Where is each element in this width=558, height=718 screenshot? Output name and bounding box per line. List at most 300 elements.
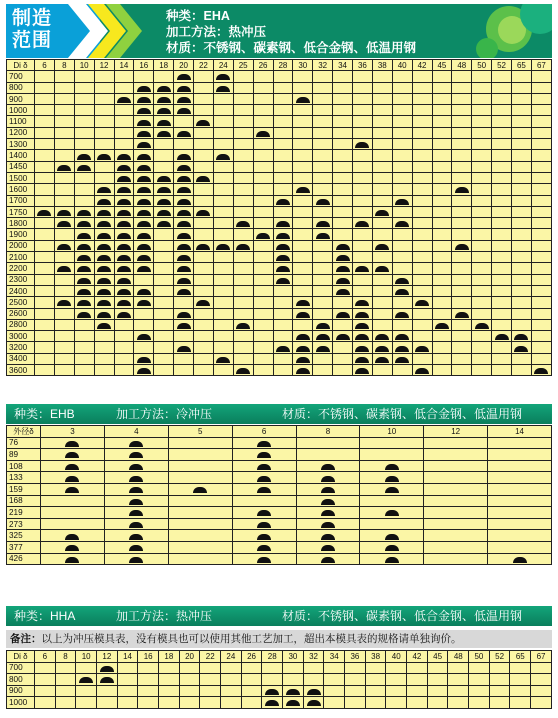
grid-cell (407, 662, 428, 674)
grid-cell (134, 342, 154, 353)
grid-cell (313, 252, 333, 263)
grid-cell (531, 218, 551, 229)
grid-cell (452, 319, 472, 330)
grid-cell (472, 105, 492, 116)
grid-cell (452, 139, 472, 150)
grid-cell (452, 172, 472, 183)
grid-cell (452, 308, 472, 319)
grid-cell (333, 105, 353, 116)
grid-cell (392, 353, 412, 364)
grid-cell (94, 93, 114, 104)
grid-cell (512, 353, 532, 364)
grid-cell (452, 195, 472, 206)
die-available-icon (286, 700, 300, 706)
grid-cell (492, 161, 512, 172)
grid-cell (54, 218, 74, 229)
grid-cell (241, 685, 262, 697)
grid-cell (303, 674, 324, 686)
grid-cell (168, 449, 232, 461)
grid-cell (74, 139, 94, 150)
grid-cell (531, 161, 551, 172)
thickness-header: 24 (221, 651, 242, 663)
grid-cell (293, 365, 313, 376)
grid-cell (168, 472, 232, 484)
row-label: 108 (7, 460, 41, 472)
die-available-icon (276, 221, 290, 227)
grid-cell (200, 685, 221, 697)
table-row (7, 365, 552, 376)
grid-cell (392, 127, 412, 138)
grid-cell (174, 331, 194, 342)
die-available-icon (57, 165, 71, 171)
grid-cell (233, 105, 253, 116)
thickness-header: 28 (273, 60, 293, 71)
grid-cell (372, 206, 392, 217)
grid-cell (353, 240, 373, 251)
grid-cell (213, 93, 233, 104)
die-available-icon (355, 368, 369, 374)
grid-cell (174, 184, 194, 195)
thickness-header: 42 (407, 651, 428, 663)
grid-cell (492, 71, 512, 82)
grid-cell (253, 105, 273, 116)
grid-cell (360, 530, 424, 542)
grid-cell (174, 263, 194, 274)
grid-cell (392, 308, 412, 319)
die-available-icon (129, 441, 143, 447)
grid-cell (154, 229, 174, 240)
grid-cell (94, 105, 114, 116)
die-available-icon (65, 441, 79, 447)
grid-cell (114, 252, 134, 263)
grid-cell (41, 460, 105, 472)
die-available-icon (321, 476, 335, 482)
die-available-icon (117, 176, 131, 182)
grid-cell (114, 150, 134, 161)
grid-cell (76, 685, 97, 697)
grid-cell (213, 331, 233, 342)
table-row (7, 674, 552, 686)
grid-cell (432, 184, 452, 195)
grid-cell (154, 71, 174, 82)
thickness-header: 38 (372, 60, 392, 71)
die-available-icon (65, 476, 79, 482)
grid-cell (353, 274, 373, 285)
grid-cell (313, 139, 333, 150)
grid-cell (114, 127, 134, 138)
grid-cell (273, 206, 293, 217)
die-available-icon (316, 323, 330, 329)
grid-cell (253, 353, 273, 364)
grid-cell (35, 240, 55, 251)
die-available-icon (97, 187, 111, 193)
grid-cell (54, 150, 74, 161)
table-row (7, 353, 552, 364)
grid-cell (41, 483, 105, 495)
grid-cell (174, 71, 194, 82)
grid-cell (412, 319, 432, 330)
grid-cell (512, 319, 532, 330)
die-available-icon (336, 255, 350, 261)
grid-cell (194, 195, 214, 206)
grid-cell (492, 218, 512, 229)
grid-cell (134, 116, 154, 127)
table-row (7, 127, 552, 138)
grid-cell (424, 507, 488, 519)
grid-cell (253, 285, 273, 296)
grid-cell (392, 240, 412, 251)
grid-cell (168, 495, 232, 507)
grid-cell (174, 319, 194, 330)
grid-cell (512, 342, 532, 353)
row-label: 3400 (7, 353, 35, 364)
grid-cell (233, 285, 253, 296)
grid-cell (432, 93, 452, 104)
grid-cell (54, 365, 74, 376)
grid-cell (469, 697, 490, 709)
die-available-icon (177, 289, 191, 295)
grid-cell (273, 252, 293, 263)
grid-cell (174, 172, 194, 183)
die-available-icon (77, 154, 91, 160)
grid-cell (333, 240, 353, 251)
grid-cell (492, 195, 512, 206)
grid-cell (293, 274, 313, 285)
grid-cell (194, 105, 214, 116)
grid-cell (313, 353, 333, 364)
grid-cell (253, 195, 273, 206)
grid-cell (392, 342, 412, 353)
grid-cell (74, 172, 94, 183)
row-label: 89 (7, 449, 41, 461)
grid-cell (213, 105, 233, 116)
grid-cell (35, 685, 56, 697)
grid-cell (333, 274, 353, 285)
thickness-header: 6 (232, 426, 296, 438)
grid-cell (74, 319, 94, 330)
grid-cell (512, 139, 532, 150)
die-available-icon (257, 441, 271, 447)
grid-cell (134, 184, 154, 195)
grid-cell (333, 218, 353, 229)
die-available-icon (129, 476, 143, 482)
grid-cell (531, 105, 551, 116)
grid-cell (273, 150, 293, 161)
grid-cell (412, 365, 432, 376)
grid-cell (412, 139, 432, 150)
grid-cell (213, 252, 233, 263)
grid-cell (233, 263, 253, 274)
grid-cell (114, 342, 134, 353)
grid-cell (154, 82, 174, 93)
grid-cell (353, 116, 373, 127)
grid-cell (313, 240, 333, 251)
grid-cell (134, 353, 154, 364)
grid-cell (194, 82, 214, 93)
table-row (7, 685, 552, 697)
grid-cell (432, 82, 452, 93)
grid-cell (492, 184, 512, 195)
grid-cell (365, 697, 386, 709)
grid-cell (333, 206, 353, 217)
grid-cell (35, 342, 55, 353)
grid-cell (134, 252, 154, 263)
grid-cell (407, 685, 428, 697)
grid-cell (74, 229, 94, 240)
grid-cell (74, 365, 94, 376)
grid-cell (392, 93, 412, 104)
grid-cell (114, 93, 134, 104)
die-available-icon (307, 700, 321, 706)
grid-cell (179, 674, 200, 686)
grid-cell (412, 218, 432, 229)
die-available-icon (316, 199, 330, 205)
grid-cell (194, 297, 214, 308)
grid-cell (333, 342, 353, 353)
die-available-icon (216, 357, 230, 363)
table-row (7, 507, 552, 519)
die-available-icon (336, 266, 350, 272)
grid-cell (432, 263, 452, 274)
die-available-icon (177, 278, 191, 284)
grid-cell (392, 172, 412, 183)
grid-cell (194, 285, 214, 296)
grid-cell (273, 116, 293, 127)
die-available-icon (256, 131, 270, 137)
grid-cell (154, 353, 174, 364)
grid-cell (432, 319, 452, 330)
grid-cell (296, 541, 360, 553)
grid-cell (293, 161, 313, 172)
grid-cell (233, 353, 253, 364)
grid-cell (313, 274, 333, 285)
grid-cell (488, 437, 552, 449)
grid-cell (303, 685, 324, 697)
grid-cell (492, 127, 512, 138)
grid-cell (174, 206, 194, 217)
grid-cell (531, 252, 551, 263)
grid-cell (372, 240, 392, 251)
table-row (7, 342, 552, 353)
die-available-icon (355, 300, 369, 306)
die-available-icon (77, 300, 91, 306)
grid-cell (512, 161, 532, 172)
die-available-icon (177, 255, 191, 261)
die-available-icon (455, 187, 469, 193)
grid-cell (472, 195, 492, 206)
row-label: 3200 (7, 342, 35, 353)
thickness-header: 12 (424, 426, 488, 438)
grid-cell (531, 150, 551, 161)
grid-cell (54, 82, 74, 93)
grid-cell (372, 161, 392, 172)
grid-cell (432, 365, 452, 376)
grid-cell (253, 252, 273, 263)
grid-cell (35, 195, 55, 206)
row-label: 900 (7, 93, 35, 104)
die-available-icon (77, 278, 91, 284)
die-available-icon (355, 323, 369, 329)
die-available-icon (316, 334, 330, 340)
grid-cell (54, 263, 74, 274)
grid-cell (512, 105, 532, 116)
grid-cell (293, 218, 313, 229)
grid-cell (353, 93, 373, 104)
hha-material-label: 材质：不锈钢、碳素钢、低合金钢、低温用钢 (282, 609, 523, 623)
die-available-icon (117, 221, 131, 227)
grid-cell (293, 116, 313, 127)
grid-cell (74, 240, 94, 251)
row-label: 1750 (7, 206, 35, 217)
grid-cell (194, 127, 214, 138)
grid-cell (512, 172, 532, 183)
header-banner (6, 4, 552, 58)
grid-cell (41, 541, 105, 553)
grid-cell (114, 285, 134, 296)
grid-cell (97, 697, 118, 709)
thickness-header: 10 (360, 426, 424, 438)
die-available-icon (257, 545, 271, 551)
grid-cell (174, 93, 194, 104)
grid-cell (412, 240, 432, 251)
grid-cell (35, 252, 55, 263)
grid-cell (94, 308, 114, 319)
grid-cell (333, 365, 353, 376)
thickness-header: 45 (427, 651, 448, 663)
grid-cell (114, 274, 134, 285)
grid-cell (232, 518, 296, 530)
grid-cell (333, 297, 353, 308)
die-available-icon (257, 557, 271, 563)
grid-cell (41, 553, 105, 565)
die-available-icon (137, 187, 151, 193)
thickness-header: 50 (472, 60, 492, 71)
grid-cell (35, 274, 55, 285)
grid-cell (94, 184, 114, 195)
grid-cell (232, 437, 296, 449)
grid-cell (293, 353, 313, 364)
grid-cell (74, 116, 94, 127)
row-label: 1500 (7, 172, 35, 183)
circle-decoration-icon (476, 38, 498, 58)
thickness-header: 26 (241, 651, 262, 663)
grid-cell (492, 365, 512, 376)
die-available-icon (57, 300, 71, 306)
grid-cell (360, 472, 424, 484)
grid-cell (432, 139, 452, 150)
thickness-header: 52 (492, 60, 512, 71)
thickness-header: 32 (303, 651, 324, 663)
grid-cell (134, 297, 154, 308)
grid-cell (333, 331, 353, 342)
grid-cell (392, 105, 412, 116)
grid-cell (54, 184, 74, 195)
grid-cell (54, 308, 74, 319)
grid-cell (512, 195, 532, 206)
grid-cell (35, 71, 55, 82)
thickness-header: 6 (35, 651, 56, 663)
grid-cell (233, 297, 253, 308)
grid-cell (472, 218, 492, 229)
grid-cell (253, 365, 273, 376)
die-available-icon (117, 165, 131, 171)
die-available-icon (65, 464, 79, 470)
die-available-icon (257, 464, 271, 470)
thickness-header: 32 (313, 60, 333, 71)
grid-cell (114, 297, 134, 308)
die-available-icon (57, 244, 71, 250)
grid-cell (432, 172, 452, 183)
ehb-info-bar (6, 404, 552, 424)
grid-cell (94, 71, 114, 82)
die-available-icon (97, 199, 111, 205)
grid-cell (293, 172, 313, 183)
die-available-icon (137, 300, 151, 306)
grid-cell (313, 365, 333, 376)
die-available-icon (137, 142, 151, 148)
grid-cell (35, 105, 55, 116)
row-label: 2600 (7, 308, 35, 319)
thickness-header: 18 (159, 651, 180, 663)
grid-cell (492, 297, 512, 308)
grid-cell (345, 662, 366, 674)
die-available-icon (495, 334, 509, 340)
grid-cell (372, 127, 392, 138)
grid-cell (74, 331, 94, 342)
header-info (166, 8, 416, 56)
die-available-icon (100, 677, 114, 683)
grid-cell (472, 297, 492, 308)
grid-cell (293, 308, 313, 319)
grid-cell (253, 150, 273, 161)
grid-cell (324, 674, 345, 686)
grid-cell (492, 206, 512, 217)
die-available-icon (177, 233, 191, 239)
grid-cell (353, 353, 373, 364)
ehb-material-label: 材质：不锈钢、碳素钢、低合金钢、低温用钢 (282, 407, 523, 421)
thickness-header: 20 (174, 60, 194, 71)
grid-cell (134, 82, 154, 93)
die-available-icon (296, 187, 310, 193)
row-label: 1200 (7, 127, 35, 138)
table-row (7, 308, 552, 319)
grid-cell (452, 285, 472, 296)
grid-cell (313, 105, 333, 116)
table-row (7, 150, 552, 161)
grid-cell (94, 150, 114, 161)
grid-cell (472, 252, 492, 263)
thickness-header: 50 (469, 651, 490, 663)
table-row (7, 285, 552, 296)
grid-cell (221, 662, 242, 674)
thickness-header: 65 (510, 651, 531, 663)
die-available-icon (316, 233, 330, 239)
thickness-header: 28 (262, 651, 283, 663)
die-available-icon (117, 300, 131, 306)
grid-cell (168, 507, 232, 519)
grid-cell (293, 229, 313, 240)
die-available-icon (129, 487, 143, 493)
grid-cell (154, 297, 174, 308)
grid-cell (253, 127, 273, 138)
grid-cell (104, 483, 168, 495)
grid-cell (488, 507, 552, 519)
thickness-header: 10 (74, 60, 94, 71)
grid-cell (154, 319, 174, 330)
die-available-icon (196, 300, 210, 306)
grid-cell (134, 127, 154, 138)
grid-cell (432, 353, 452, 364)
